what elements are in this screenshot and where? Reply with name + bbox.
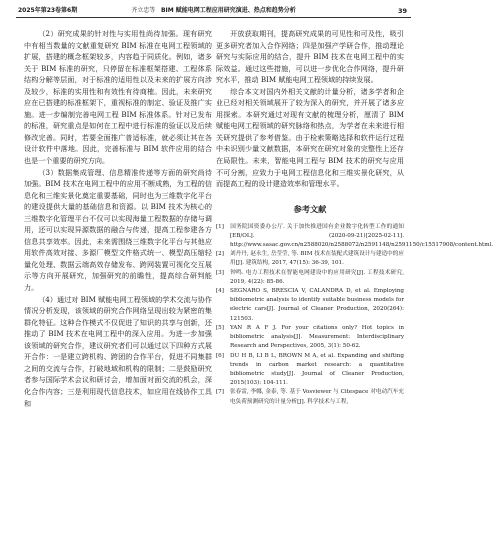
reference-item	[216, 269, 404, 287]
header-center	[16, 5, 411, 17]
reference-number: [6]	[216, 352, 224, 359]
right-column	[216, 28, 493, 407]
reference-text: DU H B, LI B L, BROWN M A, et al. Expanding and shifting trends in carbon market research: a quantitative bibliometric study[J]. Journal of Cleaner Production, 2015(103): 104-111.	[230, 352, 404, 387]
left-column	[24, 28, 212, 409]
reference-number: [3]	[216, 269, 224, 276]
header-author: 齐立忠等	[131, 7, 156, 14]
reference-text: SEGNARO S, BRESCIA V, CALANDRA D, et al. Employing bibliometric analysis to identify suitable business models for electric cars[J]. Journal of Cleaner Production, 2020(264): 121503.	[230, 288, 404, 322]
reference-text: 张春雷, 李娜, 金泰, 等. 基于 Vosviewer 与 Citespace 对电动汽车充电负荷预测研究的计量分析[J]. 科学技术与工程,	[230, 389, 404, 405]
reference-number: [1]	[216, 223, 224, 230]
reference-list	[216, 223, 493, 407]
reference-item	[216, 352, 404, 389]
paragraph-conclusion: 综合本文对国内外相关文献的计量分析，诸多学者和企业已经对相关领域展开了较为深入的研究，并开展了诸多应用探索。本研究通过对现有文献的梳理分析，厘清了 BIM 赋能电网工程领域的研究脉络和热点，为学者在未来进行相关研究提供了参考借鉴。由于检索策略选择和软件运行过程中未识别少量文献数据，本研究在研究对象的完整性上还存在局限性。未来，智能电网工程与 BIM 技术的研究与应用不可分割，应致力于电网工程信息化和三维实景化研究，从而提高工程的设计建造效率和管理水平。	[216, 86, 404, 189]
reference-text: 刘丹丹, 赵永生, 岳莹莹, 等. BIM 技术在装配式建筑设计与建造中的应用[J]. 建筑结构, 2017, 47(15): 36-39, 101.	[230, 251, 404, 267]
reference-item	[216, 223, 493, 251]
reference-item	[216, 250, 404, 268]
reference-text: 国务院国资委办公厅. 关于加快推进国有企业数字化转型工作的通知[EB/OL]. (2020-09-21)[2025-02-11]. http://www.sasac.gov.cn/n2588020/n2588072/n2591148/n2591150/c15517908/content.html.	[230, 223, 493, 249]
journal-issue: 2025年第23卷第6期	[18, 7, 78, 14]
reference-item	[216, 287, 404, 324]
paragraph-collaboration: （4）通过对 BIM 赋能电网工程领域的学术交流与协作情况分析发现，该领域的研究合作网络呈现出较为紧密的集群化特征。这种合作模式不仅促进了知识的共享与创新，还推动了 BIM 技术在电网工程中的深入应用。为进一步加强该领域的研究合作，建议研究者们可以通过以下四种方式展开合作：一是建立跨机构、跨团的合作平台，促进不同集群之间的交流与合作，打破地域和机构的限制；二是鼓励研究者参与国际学术会议和研讨会，增加面对面交流的机会，深化合作内容；三是利用现代信息技术，如应用在线协作工具和	[24, 294, 212, 408]
paragraph-practicality: （2）研究成果的针对性与实用性尚待加强。现有研究中有相当数量的文献重复研究 BIM 标准在电网工程领域的扩展，搭建的概念框架较多，内容趋于同质化。例如，诸多关于 BIM 标准的研究，只停留在标准框架搭建、工程体系结构分解等层面，对于标准的适用性以及未来的扩展方向涉及较少，标准的实用性和有效性有待商榷。因此，未来研究应在已搭建的标准框架下，重视标准的制定、验证及推广实施。进一步编制完善电网工程 BIM 标准体系。针对已发布的标准，研究重点是如何在工程中进行标准的验证以及后续修改完善。同时，若要全面推广普适标准，就必须让其在各设计软件中落地。因此，完善标准与 BIM 软件应用的结合也是一个重要的研究方向。	[24, 29, 212, 166]
reference-item	[216, 388, 404, 406]
references-heading: 参考文献	[293, 203, 327, 214]
reference-text: YAN R A F J. For your citations only? Hot topics in bibliometric analysis[J]. Measurement: Interdisciplinary Research and Perspectives, 2005, 3(1): 50-62.	[230, 324, 404, 350]
article-running-title: BIM 赋能电网工程应用研究演进、热点和趋势分析	[160, 7, 296, 14]
reference-number: [5]	[216, 324, 224, 331]
reference-text: 钟鸣. 电力工程技术在智能电网建设中的应用研究[J]. 工程技术研究, 2019, 4(22): 85-86.	[230, 269, 404, 285]
reference-number: [2]	[216, 251, 224, 258]
paragraph-collaboration-cont: 开放获取期刊，提高研究成果的可见性和可及性，吸引更多研究者加入合作网络；四是加强产学研合作，推动理论研究与实际应用的结合，提升 BIM 技术在电网工程中的实际效益。通过这些措施，可以进一步优化合作网络，提升研究水平，推动 BIM 赋能电网工程领域的持续发展。	[216, 29, 404, 85]
page-number: 39	[397, 7, 407, 15]
running-header	[16, 5, 411, 18]
reference-number: [7]	[216, 389, 224, 396]
reference-item	[216, 324, 404, 352]
paragraph-data-integration: （3）数据集成管理、信息精准传递等方面的研究尚待加强。BIM 技术在电网工程中的应用不断成熟，为工程的信息化和三维实景化奠定重要基础，同时也为三维数字化平台的建设提供大量的基础信息和资源。以 BIM 技术为核心的三维数字化管理平台不仅可以实现海量工程数据的存储与调用，还可以实现异源数据的融合与传递，提高工程参建各方信息共享效率。因此，未来需围绕三维数字化平台与其他应用软件高效对接、多源厂模型文件格式统一、模型高压缩轻量化处理、数据云端高效存储发布、跨网装置可视化交互展示等方向开展研究，加强研究的前瞻性，提高综合研判能力。	[24, 167, 212, 293]
reference-number: [4]	[216, 288, 224, 295]
